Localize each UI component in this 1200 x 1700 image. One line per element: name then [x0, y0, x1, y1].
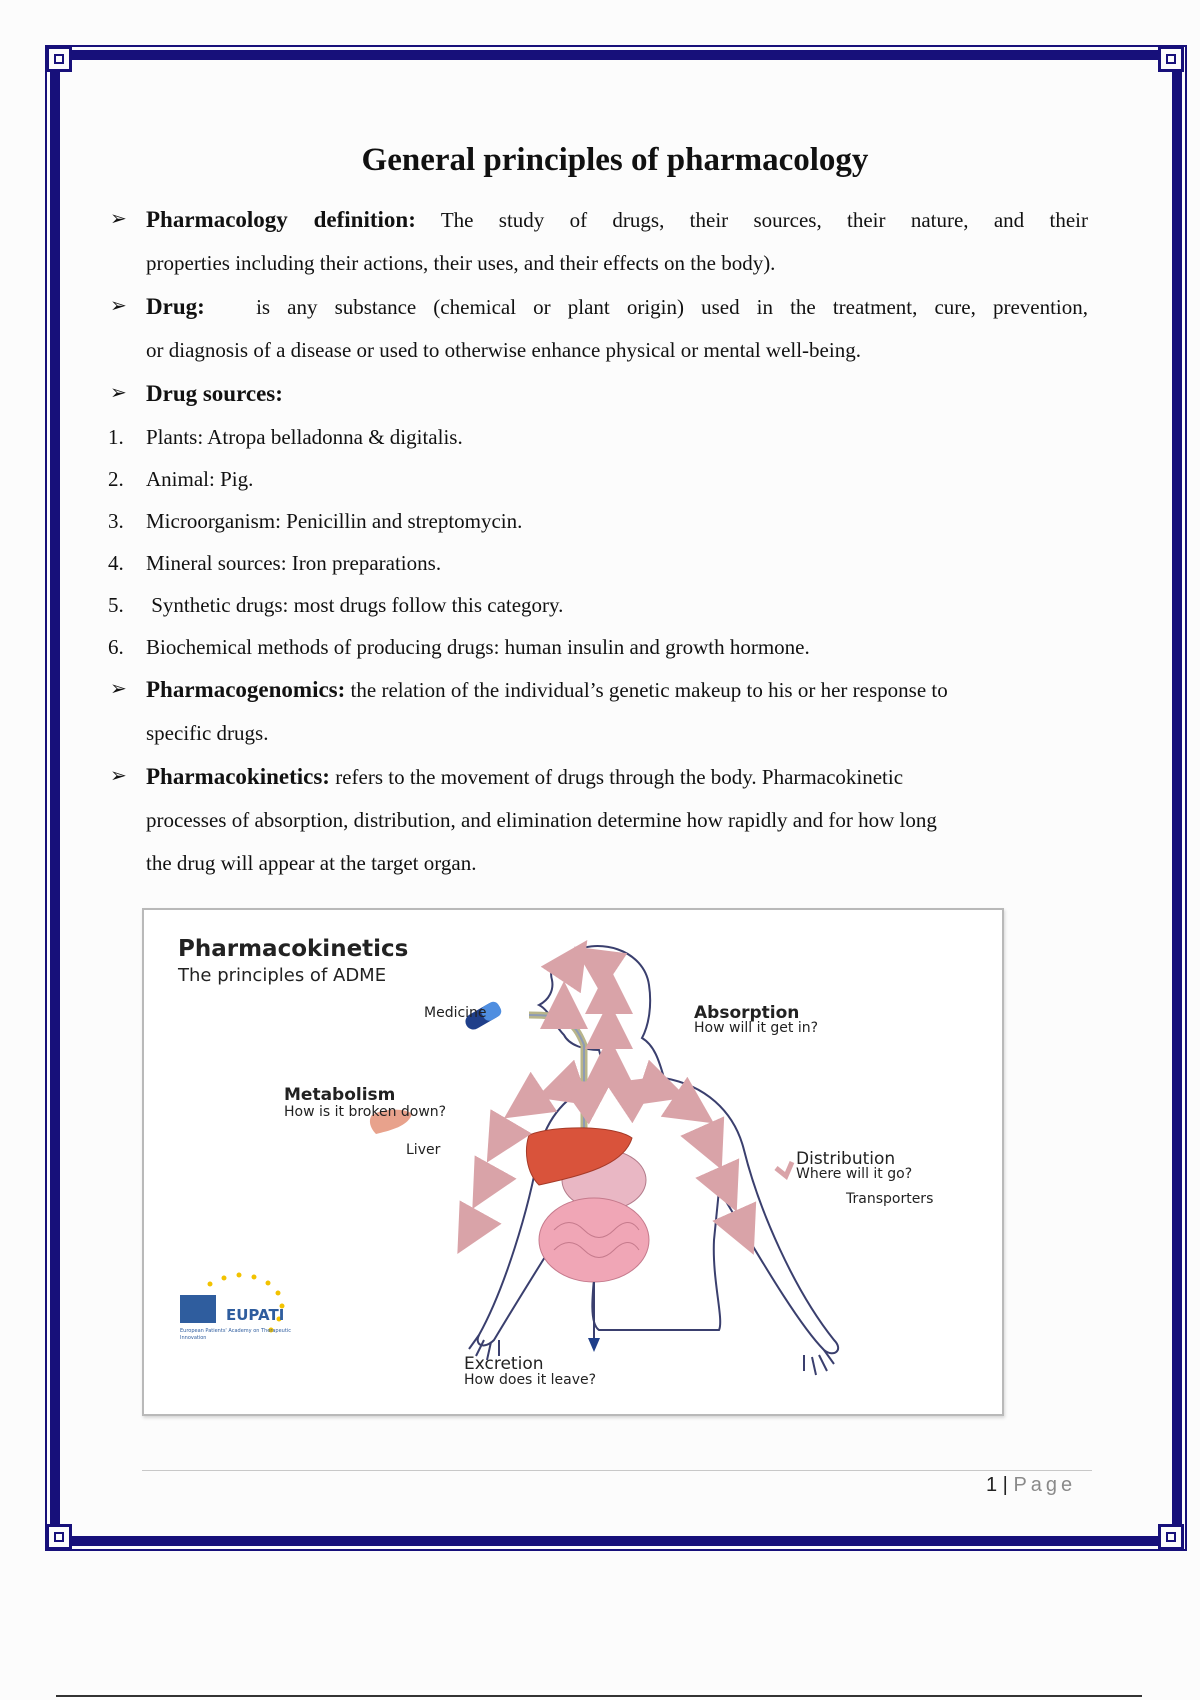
definition-drug: [108, 285, 1088, 372]
distribution-question: Where will it go?: [796, 1166, 913, 1182]
excretion-label: Excretion: [464, 1354, 544, 1374]
list-item: 5. Synthetic drugs: most drugs follow this category.: [108, 593, 564, 617]
definition-text: refers to the movement of drugs through the body. Pharmacokinetic: [335, 765, 904, 789]
page-number-footer: [986, 1474, 1076, 1497]
figure-title: Pharmacokinetics: [178, 936, 409, 962]
drug-sources-heading: [108, 372, 1088, 416]
excretion-arrow-icon: [588, 1338, 600, 1352]
distribution-label: Distribution: [796, 1149, 896, 1169]
figure-subtitle: The principles of ADME: [178, 965, 387, 986]
list-item: 1. Plants: Atropa belladonna & digitalis.: [108, 425, 463, 449]
list-item: 2. Animal: Pig.: [108, 467, 254, 491]
transporter-arrow-icon: [776, 1162, 792, 1176]
arrow-bullet-icon: ➢: [110, 208, 127, 230]
arrow-bullet-icon: ➢: [110, 765, 127, 787]
term-label: Drug sources:: [146, 381, 283, 406]
definition-pharmacokinetics: [108, 755, 1088, 885]
arrow-bullet-icon: ➢: [110, 295, 127, 317]
definition-text: the drug will appear at the target organ.: [146, 851, 477, 875]
frame-corner-ornament: [46, 46, 72, 72]
page-title: General principles of pharmacology: [361, 142, 869, 178]
list-item: 4. Mineral sources: Iron preparations.: [108, 551, 442, 575]
definition-text: specific drugs.: [146, 721, 269, 745]
intestines: [539, 1198, 649, 1282]
eupati-tagline: European Patients' Academy on Therapeutic Innovation: [180, 1328, 291, 1341]
excretion-question: How does it leave?: [464, 1372, 597, 1388]
absorption-label: Absorption: [694, 1003, 800, 1023]
arrow-bullet-icon: ➢: [110, 382, 127, 404]
definition-text: is any substance (chemical or plant origin) used in the treatment, cure, prevention,: [256, 295, 1089, 319]
page-separator: |: [997, 1474, 1014, 1496]
list-item: 3. Microorganism: Penicillin and streptomycin.: [108, 509, 523, 533]
definition-text: The study of drugs, their sources, their nature, and their: [440, 208, 1088, 232]
metabolism-question: How is it broken down?: [284, 1104, 447, 1120]
definition-pharmacology: [108, 198, 1088, 285]
eupati-logo-text: EUPATI: [226, 1306, 285, 1324]
list-item: 6. Biochemical methods of producing drugs: human insulin and growth hormone.: [108, 635, 810, 659]
definition-pharmacogenomics: [108, 668, 1088, 755]
frame-corner-ornament: [1158, 1524, 1184, 1550]
adme-figure: [142, 908, 1004, 1416]
definition-text: the relation of the individual’s genetic makeup to his or her response to: [350, 678, 948, 702]
term-label: Drug:: [146, 294, 205, 319]
page-number: 1: [986, 1474, 998, 1496]
arrow-bullet-icon: ➢: [110, 678, 127, 700]
metabolism-label: Metabolism: [284, 1085, 396, 1105]
document-body: [108, 198, 1088, 885]
absorption-question: How will it get in?: [694, 1020, 819, 1036]
definition-text: processes of absorption, distribution, and elimination determine how rapidly and for how long: [146, 808, 937, 832]
medicine-label: Medicine: [424, 1005, 487, 1021]
frame-corner-ornament: [1158, 46, 1184, 72]
esophagus: [529, 1015, 584, 1140]
footer-divider: [142, 1470, 1092, 1471]
bottom-rule: [56, 1695, 1142, 1697]
term-label: Pharmacology definition:: [146, 207, 416, 232]
definition-text: or diagnosis of a disease or used to otherwise enhance physical or mental well-being.: [146, 338, 861, 362]
page-word: Page: [1013, 1474, 1077, 1496]
term-label: Pharmacogenomics:: [146, 677, 346, 702]
liver-label: Liver: [406, 1142, 441, 1158]
frame-corner-ornament: [46, 1524, 72, 1550]
definition-text: properties including their actions, their uses, and their effects on the body).: [146, 251, 776, 275]
transporters-label: Transporters: [846, 1191, 934, 1207]
term-label: Pharmacokinetics:: [146, 764, 330, 789]
